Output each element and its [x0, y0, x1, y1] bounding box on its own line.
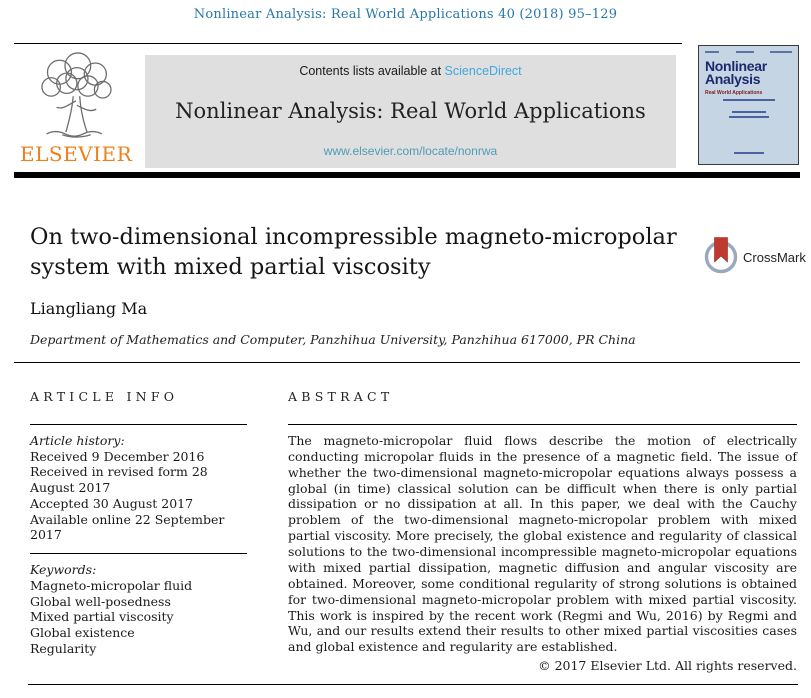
elsevier-logo[interactable] [20, 52, 132, 166]
contents-line [299, 64, 521, 78]
keyword-item: Magneto-micropolar fluid [30, 577, 193, 593]
article-history [30, 433, 247, 543]
elsevier-wordmark: ELSEVIER [20, 142, 133, 166]
keyword-item: Mixed partial viscosity [30, 609, 174, 625]
abstract-column [288, 389, 797, 674]
journal-masthead [145, 55, 676, 168]
journal-cover-thumbnail[interactable] [698, 45, 799, 165]
header-divider-rule [14, 172, 800, 178]
footer-rule [28, 684, 798, 685]
cover-decor-bar [729, 116, 769, 118]
keywords-rule [30, 553, 247, 554]
crossmark-icon [702, 236, 740, 278]
keyword-item: Regularity [30, 640, 97, 656]
elsevier-tree-icon [20, 52, 132, 144]
history-item: Received in revised form 28 August 2017 [30, 464, 208, 495]
journal-citation-link[interactable]: Nonlinear Analysis: Real World Applications 40 (2018) 95–129 [193, 7, 618, 22]
cover-top-meta [705, 51, 792, 53]
abstract-text: The magneto-micropolar fluid flows describe the motion of electrically conducting micropolar fluids in the presence of a magnetic field. The issue of whether the two-dimensional magneto-micropolar equations always possess a global (in time) classical solution can be difficult when there is only partial dissipation or no dissipation at all. In this paper, we deal with the Cauchy problem of the two-dimensional magneto-micropolar problem with mixed partial viscosity. More precisely, the global existence and regularity of classical solutions to the two-dimensional incompressible magneto-micropolar equations with mixed partial dissipation, magnetic diffusion and angular viscosity are obtained. Moreover, some conditional regularity of strong solutions is obtained for two-dimensional magneto-micropolar problem with mixed partial viscosity. This work is inspired by the recent work (Regmi and Wu, 2016) by Regmi and Wu, and our results extend their results to other mixed partial viscosities cases and global existence and regularity are established. [288, 432, 797, 655]
history-item: Accepted 30 August 2017 [30, 495, 194, 511]
sciencedirect-link[interactable]: ScienceDirect [444, 64, 522, 78]
article-info-heading: ARTICLE INFO [30, 389, 179, 404]
keyword-item: Global existence [30, 625, 135, 640]
keywords-label: Keywords: [30, 562, 97, 577]
cover-subtitle: Real World Applications [705, 89, 763, 96]
keywords-list [30, 562, 247, 657]
history-label: Article history: [30, 432, 125, 448]
history-item: Available online 22 September 2017 [30, 511, 225, 543]
cover-decor-bar [734, 152, 764, 154]
top-rule [14, 43, 682, 44]
author-affiliation: Department of Mathematics and Computer, Panzhihua University, Panzhihua 617000, PR China [30, 332, 636, 347]
journal-url-link[interactable]: www.elsevier.com/locate/nonrwa [323, 144, 498, 158]
abstract-rule [288, 424, 797, 425]
author-name: Liangliang Ma [30, 299, 148, 318]
article-info-column [30, 389, 247, 657]
article-info-rule [30, 424, 247, 425]
history-item: Received 9 December 2016 [30, 448, 205, 464]
abstract-heading: ABSTRACT [288, 389, 394, 404]
journal-title: Nonlinear Analysis: Real World Applications [175, 99, 646, 123]
page-title: On two-dimensional incompressible magneto-micropolar system with mixed partial viscosity [30, 224, 677, 281]
cover-decor-bar [723, 99, 775, 101]
crossmark-badge[interactable] [702, 236, 806, 278]
cover-decor-bar [732, 111, 766, 113]
contents-text: Contents lists available at [299, 64, 445, 78]
cover-title: Nonlinear Analysis [705, 58, 767, 88]
body-divider-rule [14, 362, 800, 363]
keyword-item: Global well-posedness [30, 593, 171, 609]
copyright-notice: © 2017 Elsevier Ltd. All rights reserved. [538, 658, 797, 674]
crossmark-label: CrossMark [743, 249, 806, 265]
